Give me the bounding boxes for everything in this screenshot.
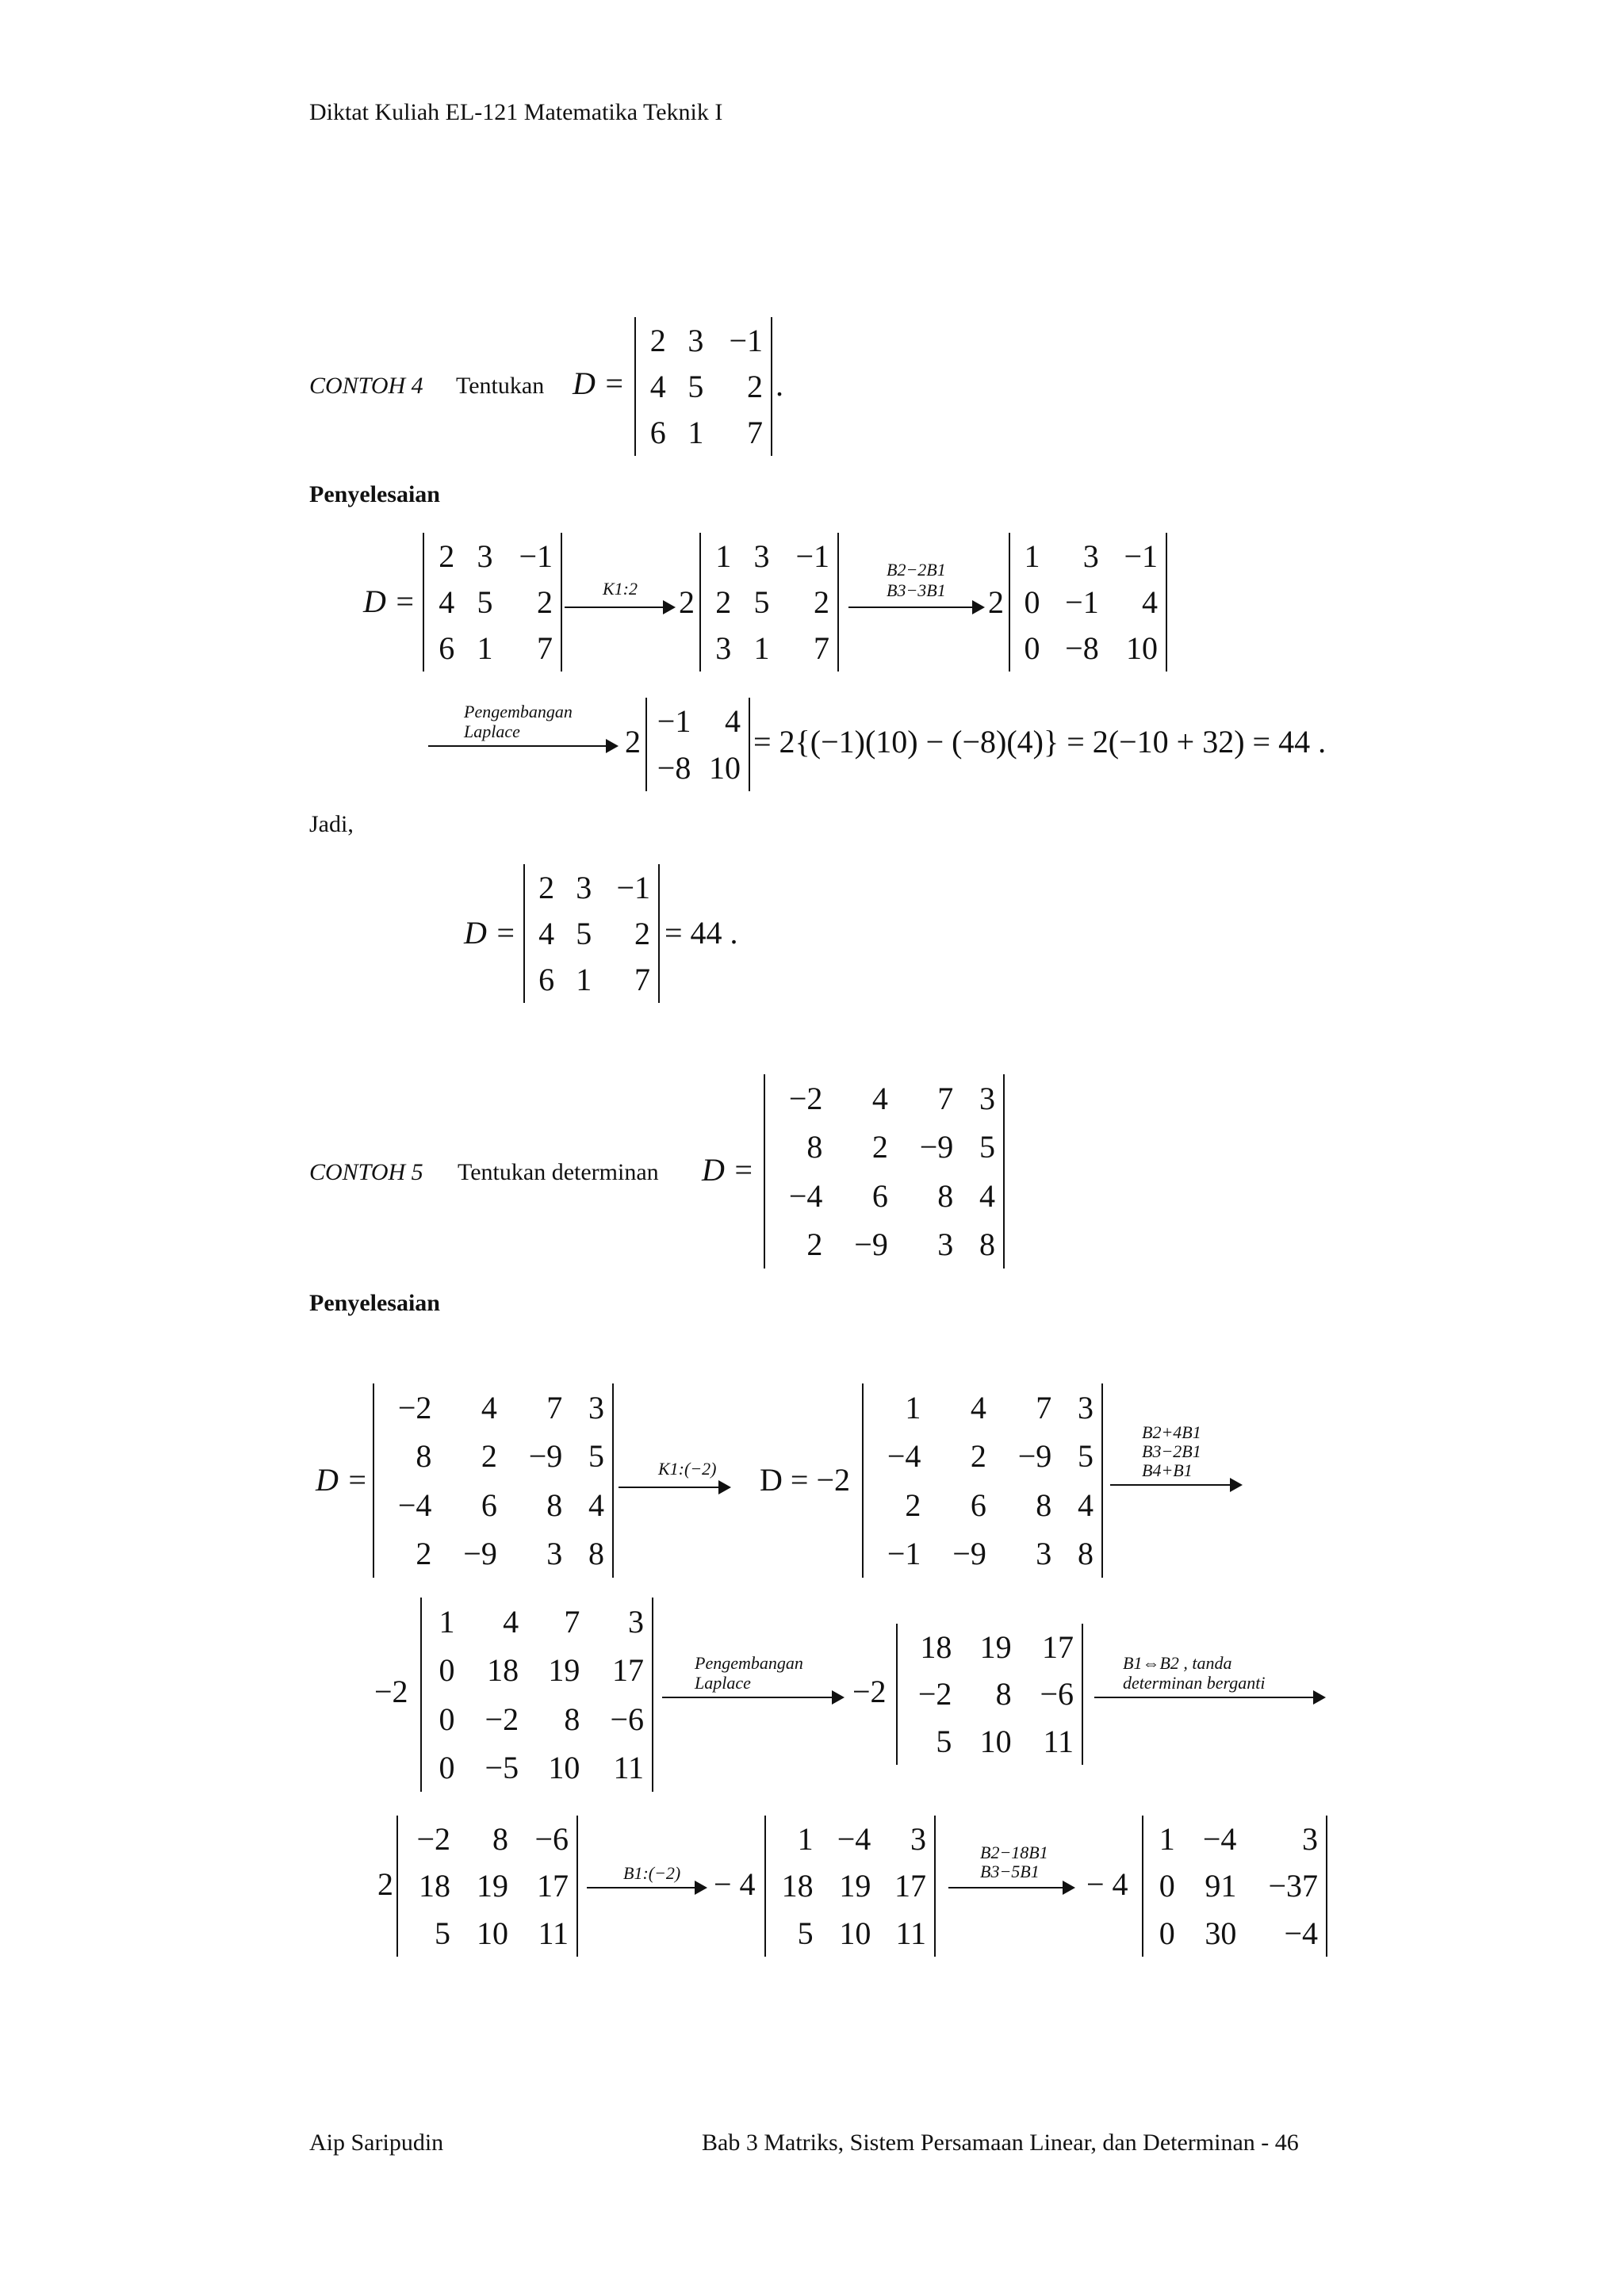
matrix-row (765, 1123, 1003, 1171)
matrix-entry: 2 (871, 1129, 888, 1165)
matrix-row (424, 533, 561, 579)
matrix-entry: 0 (439, 1749, 455, 1785)
matrix-row (864, 1481, 1101, 1529)
matrix-row (766, 1816, 934, 1862)
coefficient: −2 (852, 1674, 887, 1709)
op-pengembangan: Pengembangan (695, 1653, 803, 1673)
op-swap: B1⇔B2 , tanda (1123, 1653, 1232, 1673)
matrix-entry: 3 (576, 869, 592, 905)
matrix-entry: 10 (476, 1915, 508, 1951)
coefficient: 2 (988, 584, 1004, 620)
example-5-determinant (764, 1074, 1005, 1269)
matrix-entry: 11 (613, 1749, 644, 1785)
matrix-entry: 6 (439, 630, 455, 667)
matrix-entry: 0 (439, 1701, 455, 1737)
matrix-entry: 3 (910, 1821, 926, 1858)
solution-5-matrix-4 (896, 1624, 1083, 1765)
matrix-entry: 4 (503, 1604, 519, 1640)
solution-5-matrix-1 (373, 1383, 614, 1578)
transform-arrow (948, 1887, 1074, 1888)
matrix-entry: 1 (688, 415, 704, 451)
matrix-entry: 17 (1042, 1629, 1074, 1666)
matrix-entry: −1 (1065, 584, 1099, 620)
matrix-row (701, 533, 837, 579)
matrix-entry: 18 (781, 1868, 814, 1904)
matrix-entry: 5 (588, 1438, 604, 1475)
solution-5-matrix-3 (420, 1598, 653, 1792)
conclusion-label: Jadi, (309, 811, 354, 837)
matrix-entry: 4 (725, 703, 741, 739)
matrix-entry: 7 (537, 630, 553, 667)
solution-4-minor (645, 698, 750, 791)
matrix-entry: 8 (492, 1821, 508, 1858)
matrix-entry: −8 (1065, 630, 1099, 667)
matrix-row (525, 957, 658, 1003)
matrix-entry: −2 (485, 1701, 519, 1737)
matrix-entry: 3 (937, 1226, 954, 1262)
op-pengembangan: Pengembangan (464, 702, 573, 721)
matrix-entry: 1 (905, 1390, 921, 1426)
matrix-entry: −2 (788, 1081, 823, 1117)
matrix-entry: 3 (477, 538, 493, 574)
matrix-entry: 4 (439, 584, 455, 620)
matrix-row (1010, 626, 1166, 672)
op-laplace: Laplace (695, 1673, 751, 1693)
matrix-row (374, 1383, 612, 1432)
matrix-row (1010, 533, 1166, 579)
matrix-entry: −4 (788, 1177, 823, 1214)
matrix-row (701, 579, 837, 625)
matrix-entry: 7 (564, 1604, 580, 1640)
matrix-entry: −4 (887, 1438, 921, 1475)
matrix-entry: 2 (747, 368, 763, 404)
example-5-label: CONTOH 5 (309, 1159, 423, 1185)
matrix-entry: 4 (649, 368, 666, 404)
matrix-entry: 3 (546, 1535, 563, 1571)
matrix-row (765, 1172, 1003, 1220)
matrix-entry: 7 (937, 1081, 954, 1117)
matrix-row (898, 1670, 1082, 1717)
running-header: Diktat Kuliah EL-121 Matematika Teknik I (309, 99, 723, 125)
matrix-entry: 19 (548, 1652, 580, 1689)
matrix-entry: −1 (887, 1535, 921, 1571)
matrix-entry: 7 (546, 1390, 563, 1426)
matrix-entry: 8 (806, 1129, 823, 1165)
matrix-row (422, 1598, 652, 1646)
matrix-entry: −1 (616, 869, 650, 905)
op-b3: B3−2B1 (1142, 1441, 1201, 1461)
matrix-entry: 18 (419, 1868, 451, 1904)
matrix-entry: 3 (753, 538, 770, 574)
matrix-entry: −9 (1017, 1438, 1052, 1475)
matrix-entry: 8 (979, 1226, 995, 1262)
coefficient: − 4 (714, 1866, 756, 1902)
solution-5-heading: Penyelesaian (309, 1290, 440, 1316)
solution-4-matrix-1 (423, 533, 562, 672)
matrix-entry: −1 (657, 703, 691, 739)
matrix-entry: 2 (481, 1438, 497, 1475)
matrix-entry: 7 (814, 630, 829, 667)
matrix-entry: 10 (979, 1723, 1012, 1759)
matrix-row (424, 626, 561, 672)
matrix-entry: 5 (936, 1723, 952, 1759)
matrix-row (1010, 579, 1166, 625)
example-4-lhs: D = (573, 365, 625, 401)
matrix-entry: 2 (416, 1535, 432, 1571)
matrix-entry: −4 (1202, 1821, 1237, 1858)
matrix-entry: 1 (576, 962, 592, 998)
matrix-row (898, 1718, 1082, 1765)
matrix-entry: 3 (979, 1081, 995, 1117)
example-5-prompt: Tentukan determinan (458, 1159, 659, 1185)
matrix-entry: 8 (1036, 1487, 1052, 1523)
op-b2: B2+4B1 (1142, 1422, 1201, 1442)
matrix-entry: 6 (970, 1487, 986, 1523)
solution-5-matrix-6 (764, 1816, 936, 1957)
matrix-entry: 10 (1126, 630, 1158, 667)
matrix-entry: 3 (1302, 1821, 1318, 1858)
matrix-entry: 19 (476, 1868, 508, 1904)
matrix-entry: 3 (1082, 538, 1099, 574)
conclusion-lhs: D = (464, 915, 516, 951)
matrix-row (374, 1432, 612, 1480)
matrix-entry: 2 (806, 1226, 823, 1262)
op-b2: B2−2B1 (887, 560, 946, 580)
matrix-entry: −2 (416, 1821, 451, 1858)
example-4-end: . (776, 367, 783, 403)
coefficient: 2 (679, 584, 695, 620)
matrix-entry: 3 (628, 1604, 644, 1640)
matrix-row (765, 1220, 1003, 1269)
matrix-entry: −9 (919, 1129, 954, 1165)
matrix-entry: 5 (688, 368, 704, 404)
matrix-entry: 17 (537, 1868, 569, 1904)
op-k1-neg2: K1:(−2) (658, 1459, 717, 1479)
matrix-row (374, 1529, 612, 1578)
solution-4-matrix-3 (1009, 533, 1167, 672)
matrix-entry: 4 (1142, 584, 1158, 620)
matrix-entry: −5 (485, 1749, 519, 1785)
matrix-entry: 1 (477, 630, 493, 667)
matrix-entry: 4 (979, 1177, 995, 1214)
matrix-entry: 8 (564, 1701, 580, 1737)
matrix-entry: 6 (538, 962, 555, 998)
op-b4: B4+B1 (1142, 1460, 1193, 1480)
matrix-entry: 17 (612, 1652, 644, 1689)
matrix-entry: 8 (995, 1676, 1012, 1712)
matrix-entry: 10 (839, 1915, 871, 1951)
matrix-entry: −2 (917, 1676, 952, 1712)
matrix-entry: 10 (548, 1749, 580, 1785)
op-b3: B3−5B1 (980, 1862, 1040, 1881)
matrix-entry: 8 (1078, 1535, 1094, 1571)
matrix-entry: 2 (905, 1487, 921, 1523)
matrix-row (422, 1695, 652, 1743)
matrix-entry: 6 (649, 415, 666, 451)
solution-5-matrix-5 (396, 1816, 578, 1957)
matrix-entry: −4 (837, 1821, 871, 1858)
coefficient: 2 (377, 1866, 393, 1902)
matrix-row (1143, 1862, 1326, 1909)
matrix-entry: 3 (688, 322, 704, 358)
matrix-entry: −1 (1124, 538, 1158, 574)
matrix-entry: 0 (439, 1652, 455, 1689)
matrix-entry: 6 (871, 1177, 888, 1214)
conclusion-determinant (523, 864, 660, 1003)
conclusion-rhs: = 44 . (665, 915, 738, 951)
matrix-entry: 17 (894, 1868, 926, 1904)
solution-5-matrix-7 (1142, 1816, 1327, 1957)
matrix-entry: 5 (753, 584, 770, 620)
matrix-row (1143, 1816, 1326, 1862)
footer-chapter: Bab 3 Matriks, Sistem Persamaan Linear, dan Determinan - 46 (702, 2130, 1299, 2156)
matrix-entry: 1 (715, 538, 732, 574)
matrix-entry: 4 (588, 1487, 604, 1523)
matrix-entry: −37 (1268, 1868, 1318, 1904)
matrix-row (898, 1624, 1082, 1670)
matrix-entry: 0 (1024, 584, 1040, 620)
matrix-row (647, 744, 749, 791)
matrix-entry: 3 (1036, 1535, 1052, 1571)
matrix-entry: 2 (715, 584, 732, 620)
matrix-entry: −6 (534, 1821, 569, 1858)
matrix-entry: 18 (487, 1652, 519, 1689)
matrix-row (701, 626, 837, 672)
matrix-entry: 0 (1024, 630, 1040, 667)
coefficient: −2 (374, 1674, 408, 1709)
matrix-row (422, 1743, 652, 1792)
transform-arrow (662, 1697, 843, 1698)
matrix-entry: 5 (979, 1129, 995, 1165)
matrix-entry: 19 (839, 1868, 871, 1904)
matrix-entry: −9 (952, 1535, 986, 1571)
matrix-row (647, 698, 749, 744)
matrix-entry: 8 (416, 1438, 432, 1475)
transform-arrow (565, 607, 674, 608)
matrix-row (1143, 1910, 1326, 1957)
solution-5-lhs-2: D = −2 (760, 1462, 851, 1498)
matrix-entry: −9 (463, 1535, 497, 1571)
matrix-row (398, 1862, 576, 1909)
matrix-entry: 4 (538, 915, 555, 951)
footer-author: Aip Saripudin (309, 2130, 444, 2156)
example-5-lhs: D = (702, 1152, 754, 1188)
matrix-entry: 2 (970, 1438, 986, 1475)
matrix-entry: 18 (920, 1629, 952, 1666)
matrix-entry: −1 (795, 538, 829, 574)
matrix-entry: −9 (528, 1438, 563, 1475)
matrix-entry: 91 (1205, 1868, 1237, 1904)
matrix-entry: −4 (1284, 1915, 1318, 1951)
matrix-entry: −6 (1040, 1676, 1074, 1712)
transform-arrow (1110, 1484, 1241, 1486)
matrix-entry: 6 (481, 1487, 497, 1523)
matrix-entry: 7 (747, 415, 763, 451)
solution-4-result: = 2{(−1)(10) − (−8)(4)} = 2(−10 + 32) = 44 . (753, 724, 1327, 760)
matrix-entry: 2 (649, 322, 666, 358)
matrix-entry: 5 (435, 1915, 451, 1951)
matrix-entry: 0 (1159, 1915, 1175, 1951)
matrix-entry: 3 (588, 1390, 604, 1426)
matrix-entry: 7 (634, 962, 650, 998)
transform-arrow (1094, 1697, 1324, 1698)
matrix-entry: 2 (439, 538, 455, 574)
matrix-row (424, 579, 561, 625)
matrix-row (398, 1910, 576, 1957)
matrix-entry: 7 (1036, 1390, 1052, 1426)
solution-5-matrix-2 (862, 1383, 1103, 1578)
matrix-entry: 1 (753, 630, 770, 667)
matrix-entry: −1 (519, 538, 553, 574)
matrix-row (864, 1432, 1101, 1480)
op-b1-neg2: B1:(−2) (623, 1863, 681, 1883)
transform-arrow (848, 607, 983, 608)
matrix-entry: 8 (937, 1177, 954, 1214)
transform-arrow (428, 745, 617, 747)
solution-4-lhs: D = (363, 584, 416, 619)
matrix-row (398, 1816, 576, 1862)
matrix-entry: 1 (1159, 1821, 1175, 1858)
op-b2: B2−18B1 (980, 1843, 1048, 1862)
matrix-entry: −4 (397, 1487, 432, 1523)
matrix-entry: 5 (576, 915, 592, 951)
matrix-row (864, 1529, 1101, 1578)
op-k1-2: K1:2 (603, 579, 638, 599)
matrix-entry: 11 (1043, 1723, 1074, 1759)
matrix-row (374, 1481, 612, 1529)
matrix-entry: 11 (538, 1915, 569, 1951)
solution-4-matrix-2 (699, 533, 839, 672)
op-b3: B3−3B1 (887, 580, 946, 600)
matrix-entry: −8 (657, 750, 691, 786)
matrix-entry: 10 (709, 750, 741, 786)
matrix-row (636, 410, 771, 456)
matrix-entry: −6 (610, 1701, 644, 1737)
example-4-prompt: Tentukan (456, 373, 545, 399)
matrix-row (766, 1910, 934, 1957)
matrix-entry: 1 (439, 1604, 455, 1640)
transform-arrow (619, 1487, 730, 1488)
matrix-entry: 1 (1024, 538, 1040, 574)
example-4-label: CONTOH 4 (309, 373, 423, 399)
solution-4-heading: Penyelesaian (309, 481, 440, 507)
coefficient: 2 (625, 724, 641, 760)
matrix-entry: 3 (715, 630, 732, 667)
matrix-entry: 4 (871, 1081, 888, 1117)
matrix-row (864, 1383, 1101, 1432)
matrix-entry: 8 (588, 1535, 604, 1571)
matrix-entry: 30 (1205, 1915, 1237, 1951)
matrix-entry: 2 (814, 584, 829, 620)
transform-arrow (587, 1887, 706, 1888)
matrix-entry: 2 (538, 869, 555, 905)
matrix-entry: 2 (537, 584, 553, 620)
matrix-entry: 1 (797, 1821, 814, 1858)
coefficient: − 4 (1086, 1866, 1128, 1902)
matrix-entry: 8 (546, 1487, 563, 1523)
matrix-entry: 19 (979, 1629, 1012, 1666)
matrix-entry: −2 (397, 1390, 432, 1426)
matrix-row (766, 1862, 934, 1909)
matrix-row (765, 1074, 1003, 1123)
matrix-entry: 4 (1078, 1487, 1094, 1523)
op-laplace: Laplace (464, 721, 520, 741)
matrix-entry: 2 (634, 915, 650, 951)
matrix-row (525, 910, 658, 956)
matrix-entry: 11 (895, 1915, 926, 1951)
example-4-determinant (634, 317, 772, 456)
matrix-row (525, 864, 658, 910)
matrix-entry: 5 (1078, 1438, 1094, 1475)
op-sign-change: determinan berganti (1123, 1673, 1266, 1693)
matrix-row (636, 317, 771, 363)
matrix-entry: 3 (1078, 1390, 1094, 1426)
matrix-entry: −1 (729, 322, 763, 358)
matrix-row (636, 363, 771, 409)
matrix-entry: 0 (1159, 1868, 1175, 1904)
matrix-entry: 5 (477, 584, 493, 620)
solution-5-lhs-1: D = (316, 1462, 368, 1498)
matrix-entry: 4 (481, 1390, 497, 1426)
matrix-entry: 5 (797, 1915, 814, 1951)
matrix-row (422, 1646, 652, 1694)
matrix-entry: 4 (970, 1390, 986, 1426)
matrix-entry: −9 (854, 1226, 888, 1262)
